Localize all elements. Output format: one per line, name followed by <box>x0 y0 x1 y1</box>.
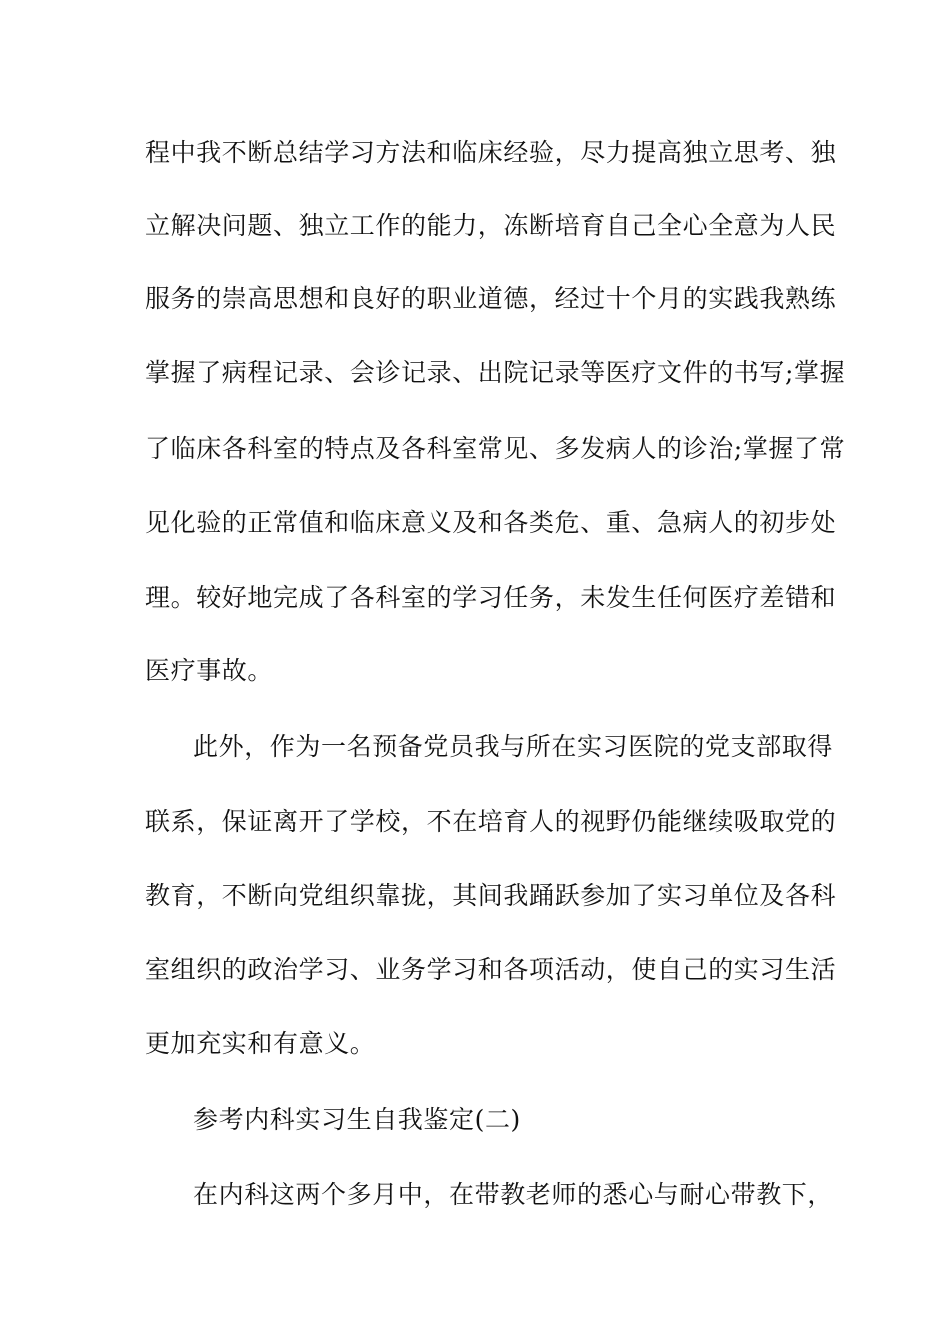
paragraph-2-line-1: 此外，作为一名预备党员我与所在实习医院的党支部取得 <box>193 732 834 761</box>
paragraph-1-line-4: 掌握了病程记录、会诊记录、出院记录等医疗文件的书写;掌握 <box>145 358 846 387</box>
paragraph-2-line-5: 更加充实和有意义。 <box>145 1029 376 1058</box>
paragraph-3-line-1: 在内科这两个多月中，在带教老师的悉心与耐心带教下， <box>193 1180 834 1209</box>
paragraph-1-line-8: 医疗事故。 <box>145 656 274 685</box>
paragraph-1-line-6: 见化验的正常值和临床意义及和各类危、重、急病人的初步处 <box>145 508 837 537</box>
section-heading: 参考内科实习生自我鉴定(二) <box>193 1105 521 1134</box>
paragraph-1-line-2: 立解决问题、独立工作的能力，冻断培育自己全心全意为人民 <box>145 211 837 240</box>
paragraph-1-line-7: 理。较好地完成了各科室的学习任务，未发生任何医疗差错和 <box>145 583 837 612</box>
paragraph-1-line-5: 了临床各科室的特点及各科室常见、多发病人的诊治;掌握了常 <box>145 434 846 463</box>
paragraph-2-line-3: 教育，不断向党组织靠拢，其间我踊跃参加了实习单位及各科 <box>145 881 837 910</box>
paragraph-2-line-2: 联系，保证离开了学校，不在培育人的视野仍能继续吸取党的 <box>145 807 837 836</box>
paragraph-1-line-3: 服务的崇高思想和良好的职业道德，经过十个月的实践我熟练 <box>145 284 837 313</box>
paragraph-2-line-4: 室组织的政治学习、业务学习和各项活动，使自己的实习生活 <box>145 955 837 984</box>
paragraph-1-line-1: 程中我不断总结学习方法和临床经验，尽力提高独立思考、独 <box>145 138 837 167</box>
